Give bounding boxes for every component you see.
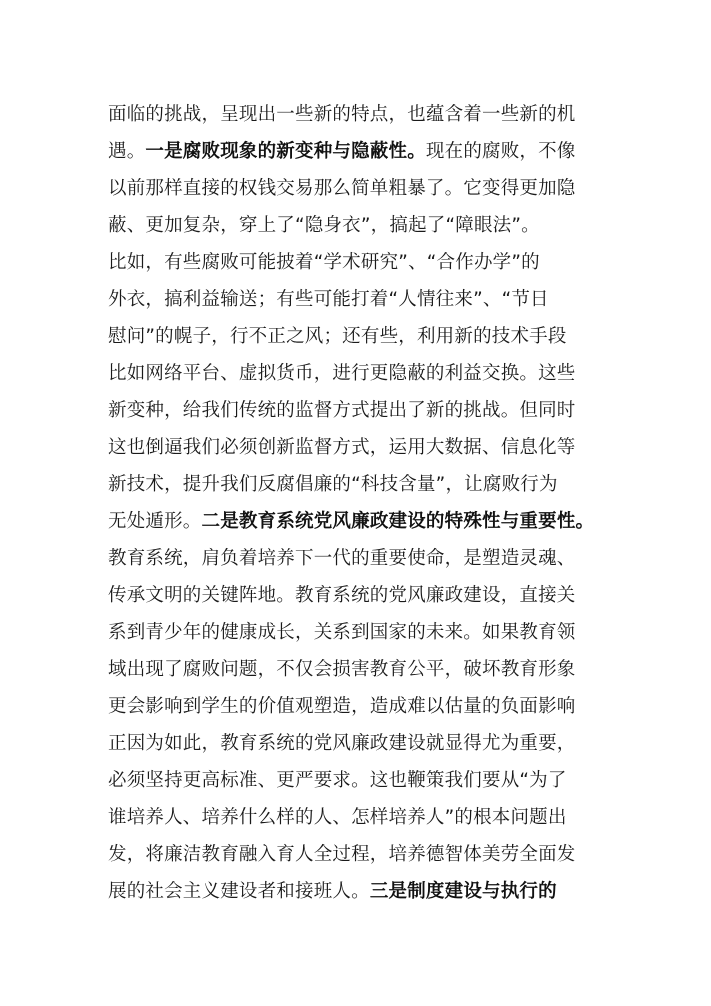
text-span: 域出现了腐败问题，不仅会损害教育公平，破坏教育形象 [108, 659, 576, 680]
text-line [108, 355, 608, 392]
text-span: 慰问”的幌子，行不正之风；还有些，利用新的技术手段 [108, 326, 567, 347]
text-line [108, 577, 608, 614]
text-span: 正因为如此，教育系统的党风廉政建设就显得尤为重要， [108, 733, 576, 754]
bold-heading-span: 一是腐败现象的新变种与隐蔽性。 [145, 141, 426, 162]
text-line [108, 873, 608, 910]
text-line [108, 429, 608, 466]
text-line [108, 725, 608, 762]
text-span: 展的社会主义建设者和接班人。 [108, 881, 370, 902]
text-line [108, 651, 608, 688]
text-span: 面临的挑战，呈现出一些新的特点，也蕴含着一些新的机 [108, 104, 576, 125]
body-text [108, 96, 608, 910]
text-span: 这也倒逼我们必须创新监督方式，运用大数据、信息化等 [108, 437, 576, 458]
text-line [108, 614, 608, 651]
bold-heading-span: 三是制度建设与执行的 [369, 881, 557, 902]
text-span: 必须坚持更高标准、更严要求。这也鞭策我们要从“为了 [108, 770, 567, 791]
text-span: 系到青少年的健康成长，关系到国家的未来。如果教育领 [108, 622, 576, 643]
text-span: 遇。 [108, 141, 146, 162]
text-span: 新技术，提升我们反腐倡廉的“科技含量”，让腐败行为 [108, 474, 558, 495]
text-span: 传承文明的关键阵地。教育系统的党风廉政建设，直接关 [108, 585, 576, 606]
text-line [108, 96, 608, 133]
text-line [108, 244, 608, 281]
text-line [108, 688, 608, 725]
text-line [108, 466, 608, 503]
text-line [108, 170, 608, 207]
text-line [108, 207, 608, 244]
text-span: 更会影响到学生的价值观塑造，造成难以估量的负面影响 [108, 696, 576, 717]
text-line [108, 318, 608, 355]
text-line [108, 540, 608, 577]
text-span: 无处遁形。 [108, 511, 202, 532]
text-span: 蔽、更加复杂，穿上了“隐身衣”，搞起了“障眼法”。 [108, 215, 540, 236]
text-span: 发，将廉洁教育融入育人全过程，培养德智体美劳全面发 [108, 844, 576, 865]
text-span: 谁培养人、培养什么样的人、怎样培养人”的根本问题出 [108, 807, 567, 828]
text-span: 现在的腐败，不像 [425, 141, 576, 162]
text-line [108, 762, 608, 799]
text-line [108, 281, 608, 318]
bold-heading-span: 二是教育系统党风廉政建设的特殊性与重要性。 [201, 511, 595, 532]
text-line [108, 133, 608, 170]
text-line [108, 836, 608, 873]
text-line [108, 503, 608, 540]
text-line [108, 799, 608, 836]
text-span: 比如网络平台、虚拟货币，进行更隐蔽的利益交换。这些 [108, 363, 576, 384]
text-span: 新变种，给我们传统的监督方式提出了新的挑战。但同时 [108, 400, 576, 421]
text-span: 比如，有些腐败可能披着“学术研究”、“合作办学”的 [108, 252, 540, 273]
text-line [108, 392, 608, 429]
text-span: 教育系统，肩负着培养下一代的重要使命，是塑造灵魂、 [108, 548, 576, 569]
text-span: 外衣，搞利益输送；有些可能打着“人情往来”、“节日 [108, 289, 549, 310]
text-span: 以前那样直接的权钱交易那么简单粗暴了。它变得更加隐 [108, 178, 576, 199]
